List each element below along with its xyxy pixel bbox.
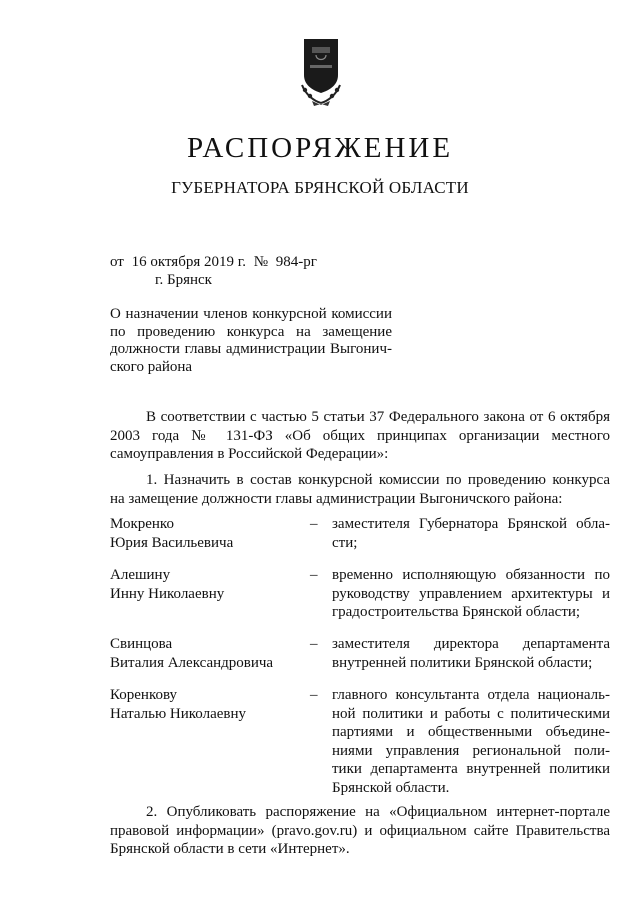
- document-number: 984-рг: [275, 254, 317, 270]
- role-line: ниями управления региональной поли-: [332, 742, 610, 759]
- member-name: [110, 515, 300, 552]
- role-line: градостроительства Брянской области;: [332, 604, 581, 620]
- member-role: [332, 515, 610, 552]
- member-name: [110, 686, 300, 723]
- member-dash: –: [310, 687, 318, 703]
- document-date: 16 октября 2019 г.: [131, 254, 246, 270]
- role-line: внутренней политики Брянской области;: [332, 654, 593, 671]
- member-given-names: Юрия Васильевича: [110, 534, 234, 551]
- member-given-names: Наталью Николаевну: [110, 705, 247, 722]
- paragraph-line: на замещение должности главы администрации Выгоничского района:: [110, 490, 563, 507]
- role-line: партиями и общественными объедине-: [332, 724, 610, 740]
- paragraph-line: Брянской области в сети «Интернет».: [110, 841, 350, 857]
- paragraph-line: самоуправления в Российской Федерации»:: [110, 446, 389, 462]
- member-surname: Алешину: [110, 567, 171, 583]
- paragraph-line: В соответствии с частью 5 статьи 37 Федерального закона от 6 октября: [146, 409, 610, 425]
- member-name: [110, 566, 300, 603]
- member-role: [332, 566, 610, 622]
- paragraph-line: правовой информации» (pravo.gov.ru) и официальном сайте Правительства: [110, 822, 610, 839]
- member-surname: Коренкову: [110, 687, 178, 703]
- member-surname: Мокренко: [110, 516, 174, 532]
- document-city: г. Брянск: [155, 272, 212, 288]
- number-sign: №: [253, 254, 269, 270]
- subject-line: О назначении членов конкурсной комиссии: [110, 306, 392, 322]
- document-title: РАСПОРЯЖЕНИЕ: [186, 132, 454, 164]
- role-line: заместителя директора департамента: [332, 636, 610, 652]
- preamble-paragraph: [110, 408, 610, 464]
- role-line: руководству управлением архитектуры и: [332, 585, 610, 602]
- item-1-paragraph: [110, 471, 610, 508]
- member-role: [332, 635, 610, 672]
- role-line: ной политики и работы с политическими: [332, 705, 610, 722]
- role-line: сти;: [332, 534, 358, 551]
- subject-line: должности главы администрации Выгонич-: [110, 341, 392, 357]
- role-line: главного консультанта отдела националь-: [332, 687, 610, 703]
- member-given-names: Инну Николаевну: [110, 585, 225, 602]
- member-name: [110, 635, 300, 672]
- coat-of-arms-icon: [298, 35, 344, 107]
- member-surname: Свинцова: [110, 636, 173, 652]
- role-line: временно исполняющую обязанности по: [332, 567, 610, 583]
- date-prefix: от: [110, 254, 124, 270]
- paragraph-line: 2. Опубликовать распоряжение на «Официальном интернет-портале: [146, 804, 610, 820]
- member-dash: –: [310, 567, 318, 583]
- role-line: тики департамента внутренней политики: [332, 761, 610, 777]
- subject-line: ского района: [110, 358, 193, 375]
- member-dash: –: [310, 516, 318, 532]
- role-line: Брянской области.: [332, 779, 450, 796]
- subject-line: по проведению конкурса на замещение: [110, 323, 392, 340]
- member-given-names: Виталия Александровича: [110, 654, 274, 671]
- paragraph-line: 2003 года № 131-ФЗ «Об общих принципах организации местного: [110, 427, 610, 444]
- paragraph-line: 1. Назначить в состав конкурсной комиссии по проведению конкурса: [146, 472, 610, 488]
- document-date-line: [110, 254, 321, 271]
- member-role: [332, 686, 610, 797]
- item-2-paragraph: [110, 803, 610, 859]
- document-subtitle: ГУБЕРНАТОРА БРЯНСКОЙ ОБЛАСТИ: [171, 178, 469, 197]
- role-line: заместителя Губернатора Брянской обла-: [332, 516, 610, 532]
- member-dash: –: [310, 636, 318, 652]
- document-subject: [110, 306, 392, 376]
